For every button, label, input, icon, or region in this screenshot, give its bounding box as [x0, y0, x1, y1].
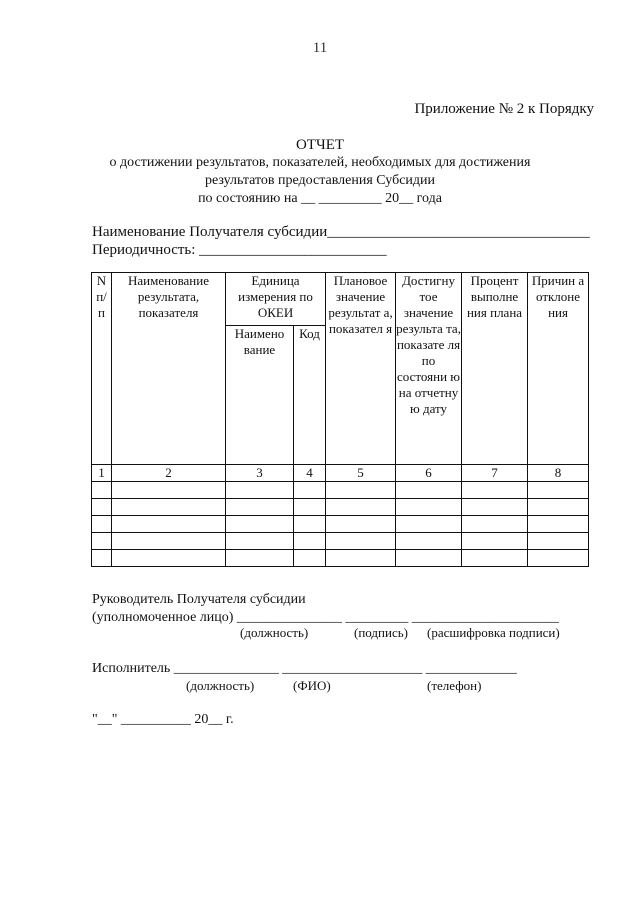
- header-name: Наименование результата, показателя: [112, 273, 226, 465]
- head-of-recipient-label: Руководитель Получателя субсидии: [92, 592, 306, 607]
- header-plan: Плановое значение результат а, показател я: [326, 273, 396, 465]
- column-number: 3: [226, 465, 294, 482]
- table-row: [92, 533, 589, 550]
- periodicity-field: Периодичность: _________________________: [92, 242, 387, 258]
- column-number: 2: [112, 465, 226, 482]
- executor-line: Исполнитель _______________ ____________________ _____________: [92, 661, 517, 676]
- executor-name-caption: (ФИО): [293, 678, 331, 693]
- report-title: ОТЧЕТ: [295, 137, 345, 153]
- table-row: [92, 516, 589, 533]
- date-line: "__" __________ 20__ г.: [92, 712, 234, 727]
- decode-caption: (расшифровка подписи): [427, 625, 560, 640]
- header-num: N п/ п: [92, 273, 112, 465]
- header-reason: Причин а отклоне ния: [528, 273, 589, 465]
- column-number: 1: [92, 465, 112, 482]
- header-unit-code: Код: [294, 326, 326, 465]
- column-number: 7: [462, 465, 528, 482]
- report-subtitle: [0, 154, 640, 208]
- header-percent: Процент выполне ния плана: [462, 273, 528, 465]
- subtitle-line: о достижении результатов, показателей, необходимых для достижения: [109, 155, 531, 170]
- position-caption: (должность): [240, 625, 309, 640]
- report-table: [91, 272, 589, 567]
- column-number: 8: [528, 465, 589, 482]
- executor-phone-caption: (телефон): [427, 678, 482, 693]
- page-number: 11: [312, 40, 328, 56]
- column-number: 6: [396, 465, 462, 482]
- column-number: 4: [294, 465, 326, 482]
- subtitle-line: по состоянию на __ _________ 20__ года: [198, 191, 442, 206]
- signature-caption: (подпись): [354, 625, 408, 640]
- header-unit-name: Наимено вание: [226, 326, 294, 465]
- executor-position-caption: (должность): [186, 678, 255, 693]
- recipient-field: Наименование Получателя субсидии___________________________________: [92, 224, 590, 240]
- header-actual: Достигну тое значение результа та, показате ля по состояни ю на отчетну ю дату: [396, 273, 462, 465]
- table-row: [92, 550, 589, 567]
- table-row: [92, 482, 589, 499]
- authorized-person-line: (уполномоченное лицо) _______________ _________ _____________________: [92, 610, 559, 625]
- column-number: 5: [326, 465, 396, 482]
- appendix-label: Приложение № 2 к Порядку: [414, 101, 594, 117]
- subtitle-line: результатов предоставления Субсидии: [204, 173, 436, 188]
- header-unit: Единица измерения по ОКЕИ: [226, 273, 326, 326]
- table-row: [92, 499, 589, 516]
